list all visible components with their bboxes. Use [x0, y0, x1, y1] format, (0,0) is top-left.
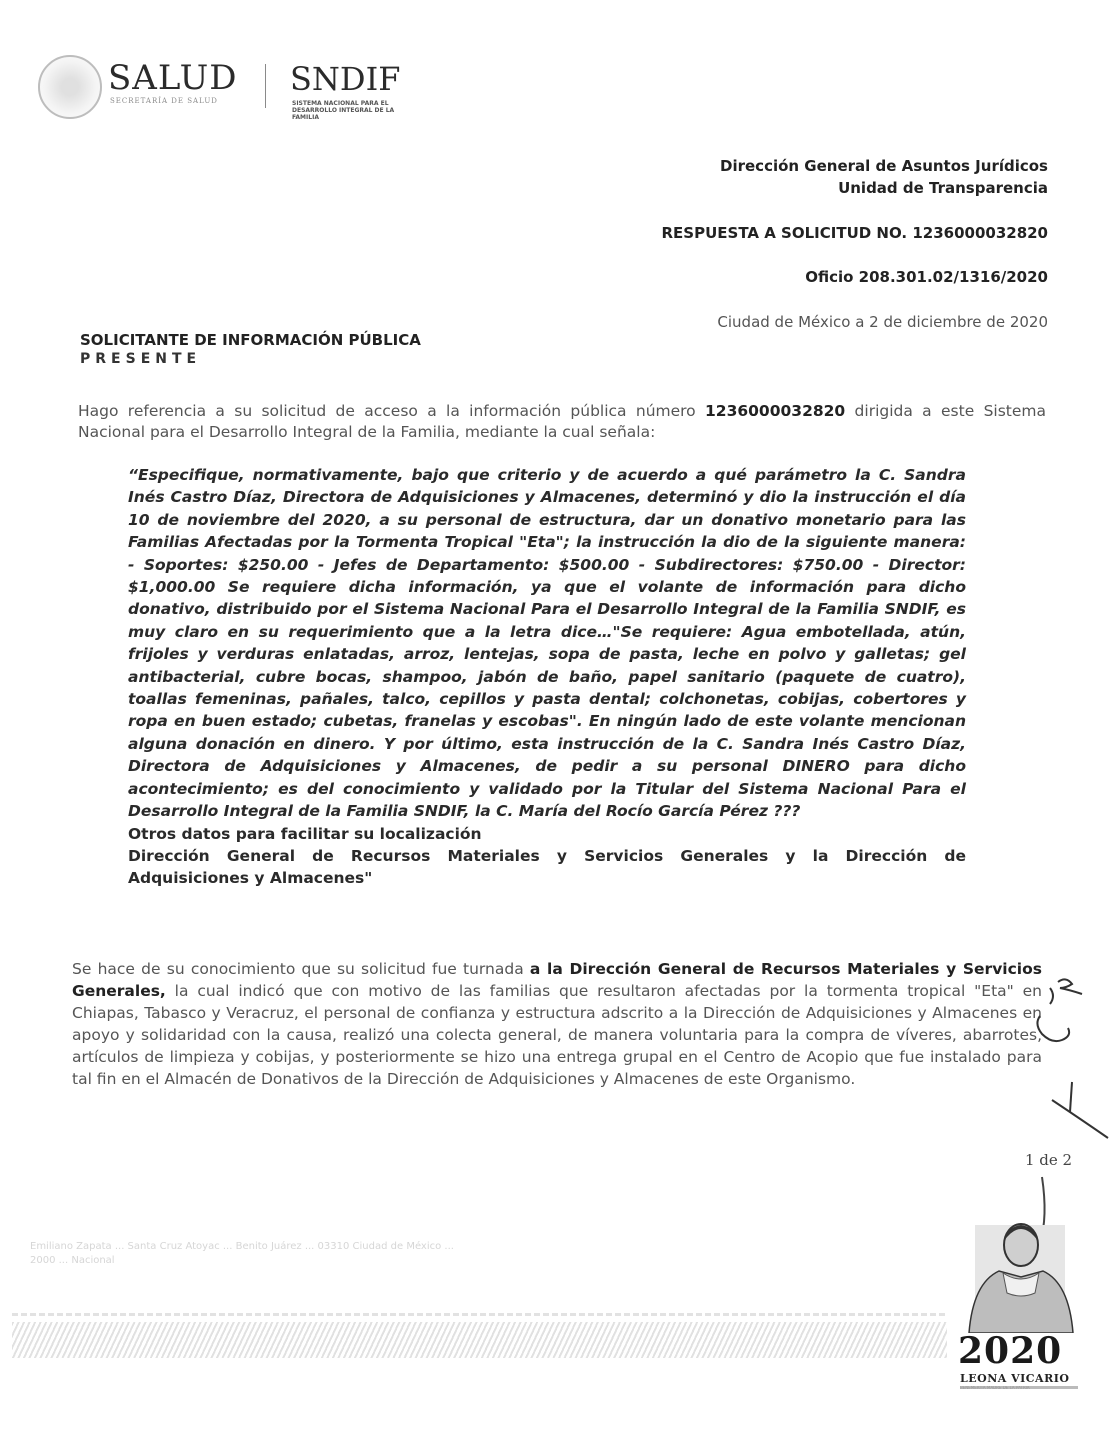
response-before: Se hace de su conocimiento que su solicitud fue turnada: [72, 960, 530, 978]
quoted-request: [128, 464, 966, 890]
year-subtitle: [960, 1386, 1078, 1389]
intro-before: Hago referencia a su solicitud de acceso a la información pública número: [78, 402, 705, 420]
footer-address: [30, 1240, 810, 1268]
response-bold: a la Dirección General de Recursos Materiales y Servicios Generales,: [72, 960, 1042, 1000]
logo-divider: [265, 64, 266, 108]
national-seal-icon: [38, 55, 102, 119]
intro-after: dirigida a este Sistema Nacional para el Desarrollo Integral de la Familia, mediante la cual señala:: [78, 402, 1046, 441]
oficio-number: Oficio 208.301.02/1316/2020: [805, 268, 1048, 286]
request-number-heading: RESPUESTA A SOLICITUD NO. 1236000032820: [661, 224, 1048, 242]
footer-address-line-1: Emiliano Zapata ... Santa Cruz Atoyac ... Benito Juárez ... 03310 Ciudad de México ...: [30, 1241, 454, 1252]
response-after: la cual indicó que con motivo de las familias que resultaron afectadas por la tormenta tropical "Eta" en Chiapas, Tabasco y Veracruz, el personal de confianza y estructura adscrito a la Dirección de Adquisiciones y Almacenes en apoyo y solidaridad con la causa, realizó una colecta general, de manera voluntaria para la compra de víveres, abarrotes, artículos de limpieza y cobijas, y posteriormente se hizo una entrega grupal en el Centro de Acopio que fue instalado para tal fin en el Almacén de Donativos de la Dirección de Adquisiciones y Almacenes de este Organismo.: [72, 982, 1042, 1088]
page-number: 1 de 2: [1025, 1151, 1073, 1169]
quoted-request-body: “Especifique, normativamente, bajo que criterio y de acuerdo a qué parámetro la C. Sandra Inés Castro Díaz, Directora de Adquisiciones y Almacenes, determinó y dio la instrucción el día 10 de noviembre del 2020, a su personal de estructura, dar un donativo monetario para las Familias Afectadas por la Tormenta Tropical "Eta"; la instrucción la dio de la siguiente manera: - Soportes: $250.00 - Jefes de Departamento: $500.00 - Subdirectores: $750.00 - Director: $1,000.00 Se requiere dicha información, ya que el volante de información para dicho donativo, distribuido por el Sistema Nacional Para el Desarrollo Integral de la Familia SNDIF, es muy claro en su requerimiento que a la letra dice…"Se requiere: Agua embotellada, atún, frijoles y verduras enlatadas, arroz, lentejas, sopa de pasta, leche en polvo y galletas; gel antibacterial, cubre bocas, shampoo, jabón de baño, papel sanitario (paquete de cuatro), toallas femeninas, pañales, talco, cepillos y pasta dental; colchonetas, cobijas, cobertores y ropa en buen estado; cubetas, franelas y escobas". En ningún lado de este volante mencionan alguna donación en dinero. Y por último, esta instrucción de la C. Sandra Inés Castro Díaz, Directora de Adquisiciones y Almacenes, de pedir a su personal DINERO para dicho acontecimiento; es del conocimiento y validado por la Titular del Sistema Nacional Para el Desarrollo Integral de la Familia SNDIF, la C. María del Rocío García Pérez ???: [128, 466, 966, 821]
year-name: LEONA VICARIO: [960, 1372, 1070, 1385]
sndif-logo: SNDIF: [290, 60, 401, 98]
response-paragraph: [72, 958, 1042, 1090]
other-data-line-1: Dirección General de Recursos Materiales y Servicios Generales y la Dirección de: [128, 846, 966, 865]
office-direccion: Dirección General de Asuntos Jurídicos: [720, 157, 1048, 175]
footer-address-line-2: 2000 ... Nacional: [30, 1255, 115, 1266]
salud-subtitle: SECRETARÍA DE SALUD: [110, 97, 218, 105]
year-subtitle-text: BENEMÉRITA MADRE DE LA PATRIA: [960, 1386, 1030, 1389]
other-data-line-2: Adquisiciones y Almacenes": [128, 869, 373, 888]
presente-line: PRESENTE: [80, 351, 202, 367]
salud-logo: SALUD: [108, 58, 238, 98]
handwritten-marks-icon: [1030, 950, 1120, 1150]
decorative-pattern-band: [12, 1322, 947, 1358]
intro-request-number: 1236000032820: [705, 402, 846, 420]
sndif-subtitle: SISTEMA NACIONAL PARA EL DESARROLLO INTEGRAL DE LA FAMILIA: [292, 100, 395, 121]
place-date: Ciudad de México a 2 de diciembre de 2020: [717, 313, 1048, 331]
intro-paragraph: [78, 401, 1046, 442]
other-data-label: Otros datos para facilitar su localización: [128, 824, 482, 843]
decorative-band-line: [12, 1313, 947, 1316]
leona-vicario-portrait-icon: [963, 1205, 1078, 1333]
office-unidad: Unidad de Transparencia: [838, 179, 1048, 197]
recipient-line: SOLICITANTE DE INFORMACIÓN PÚBLICA: [80, 331, 421, 349]
year-logo: 2020: [958, 1330, 1063, 1372]
